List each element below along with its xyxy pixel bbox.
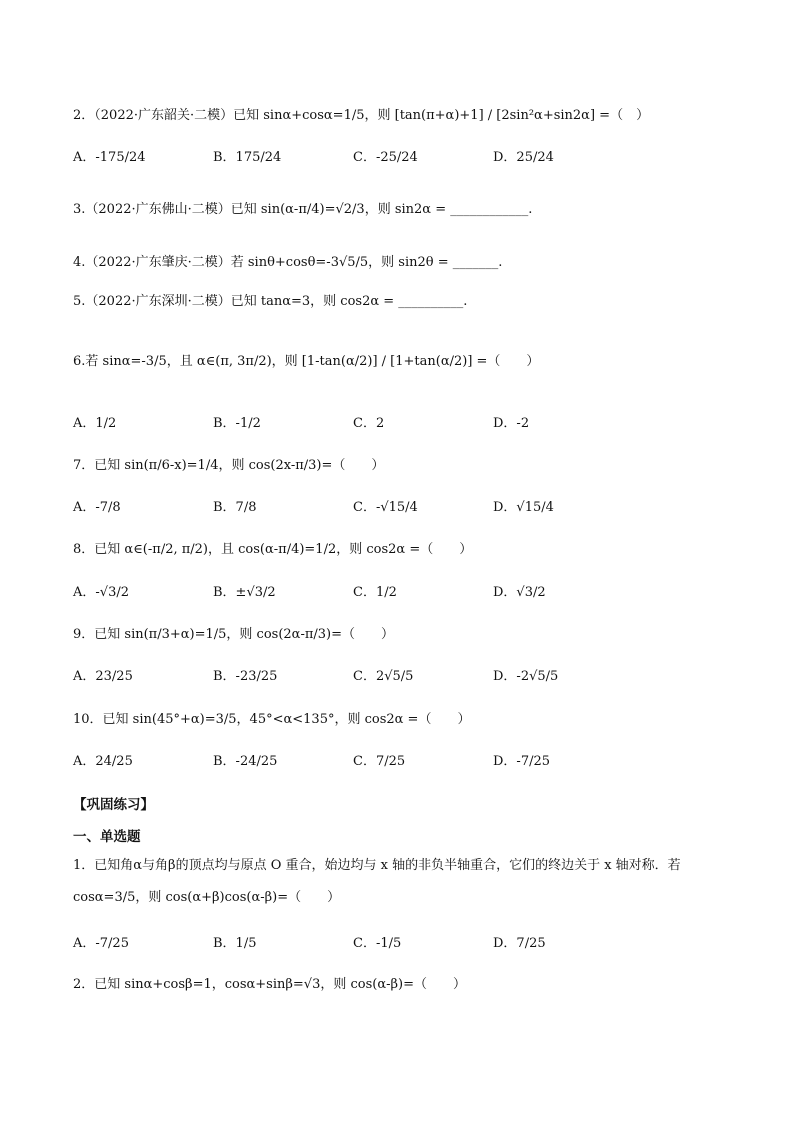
practice-1-text-line1: 1．已知角α与角β的顶点均与原点 O 重合，始边均与 x 轴的非负半轴重合，它们的终边关于 x 轴对称．若: [73, 858, 681, 873]
section-title: 【巩固练习】: [73, 797, 154, 813]
option-c: C．-√15/4: [353, 500, 418, 515]
option-a: A．-7/8: [73, 500, 121, 515]
option-c: C．2: [353, 416, 385, 431]
option-d: D．-7/25: [493, 754, 551, 769]
option-a: A．-√3/2: [73, 585, 129, 600]
practice-1-text-line2: cosα=3/5，则 cos(α+β)cos(α-β)=（ ）: [73, 890, 341, 905]
option-b: B．-24/25: [213, 754, 278, 769]
option-b: B．±√3/2: [213, 585, 276, 600]
option-d: D．25/24: [493, 150, 554, 165]
option-a: A．1/2: [73, 416, 117, 431]
option-d: D．-2: [493, 416, 530, 431]
option-b: B．1/5: [213, 936, 257, 951]
option-c: C．2√5/5: [353, 669, 414, 684]
option-d: D．√3/2: [493, 585, 546, 600]
question-8-text: 8．已知 α∈(-π/2, π/2)，且 cos(α-π/4)=1/2，则 cos2α =（ ）: [73, 542, 473, 557]
question-10-options: [73, 752, 713, 774]
question-7-text: 7．已知 sin(π/6-x)=1/4，则 cos(2x-π/3)=（ ）: [73, 458, 385, 473]
question-4-text: 4.（2022·广东肇庆·二模）若 sinθ+cosθ=-3√5/5，则 sin2θ = _______.: [73, 255, 503, 270]
question-7-options: [73, 498, 713, 520]
option-c: C．-1/5: [353, 936, 402, 951]
subsection-title: 一、单选题: [73, 829, 141, 845]
option-d: D．7/25: [493, 936, 546, 951]
question-6-text: 6.若 sinα=-3/5，且 α∈(π, 3π/2)，则 [1-tan(α/2)] / [1+tan(α/2)] =（ ）: [73, 354, 540, 369]
question-10-text: 10．已知 sin(45°+α)=3/5，45°<α<135°，则 cos2α =（ ）: [73, 712, 471, 727]
option-d: D．-2√5/5: [493, 669, 559, 684]
option-a: A．-7/25: [73, 936, 129, 951]
question-9-options: [73, 667, 713, 689]
option-a: A．-175/24: [73, 150, 146, 165]
question-5-text: 5.（2022·广东深圳·二模）已知 tanα=3，则 cos2α = __________.: [73, 294, 468, 309]
question-9-text: 9．已知 sin(π/3+α)=1/5，则 cos(2α-π/3)=（ ）: [73, 627, 395, 642]
practice-2-text: 2．已知 sinα+cosβ=1，cosα+sinβ=√3，则 cos(α-β)=（ ）: [73, 977, 466, 992]
option-a: A．24/25: [73, 754, 133, 769]
practice-1-options: [73, 934, 713, 956]
option-b: B．7/8: [213, 500, 257, 515]
option-b: B．-1/2: [213, 416, 261, 431]
option-d: D．√15/4: [493, 500, 554, 515]
question-2-options: [73, 148, 713, 170]
question-3-text: 3.（2022·广东佛山·二模）已知 sin(α-π/4)=√2/3，则 sin2α = ____________.: [73, 202, 533, 217]
option-a: A．23/25: [73, 669, 133, 684]
option-b: B．175/24: [213, 150, 282, 165]
option-c: C．7/25: [353, 754, 406, 769]
option-b: B．-23/25: [213, 669, 278, 684]
question-6-options: [73, 414, 713, 436]
question-2-text: 2．（2022·广东韶关·二模）已知 sinα+cosα=1/5，则 [tan(π+α)+1] / [2sin²α+sin2α] =（ ）: [73, 108, 650, 123]
option-c: C．-25/24: [353, 150, 418, 165]
option-c: C．1/2: [353, 585, 397, 600]
question-8-options: [73, 583, 713, 605]
